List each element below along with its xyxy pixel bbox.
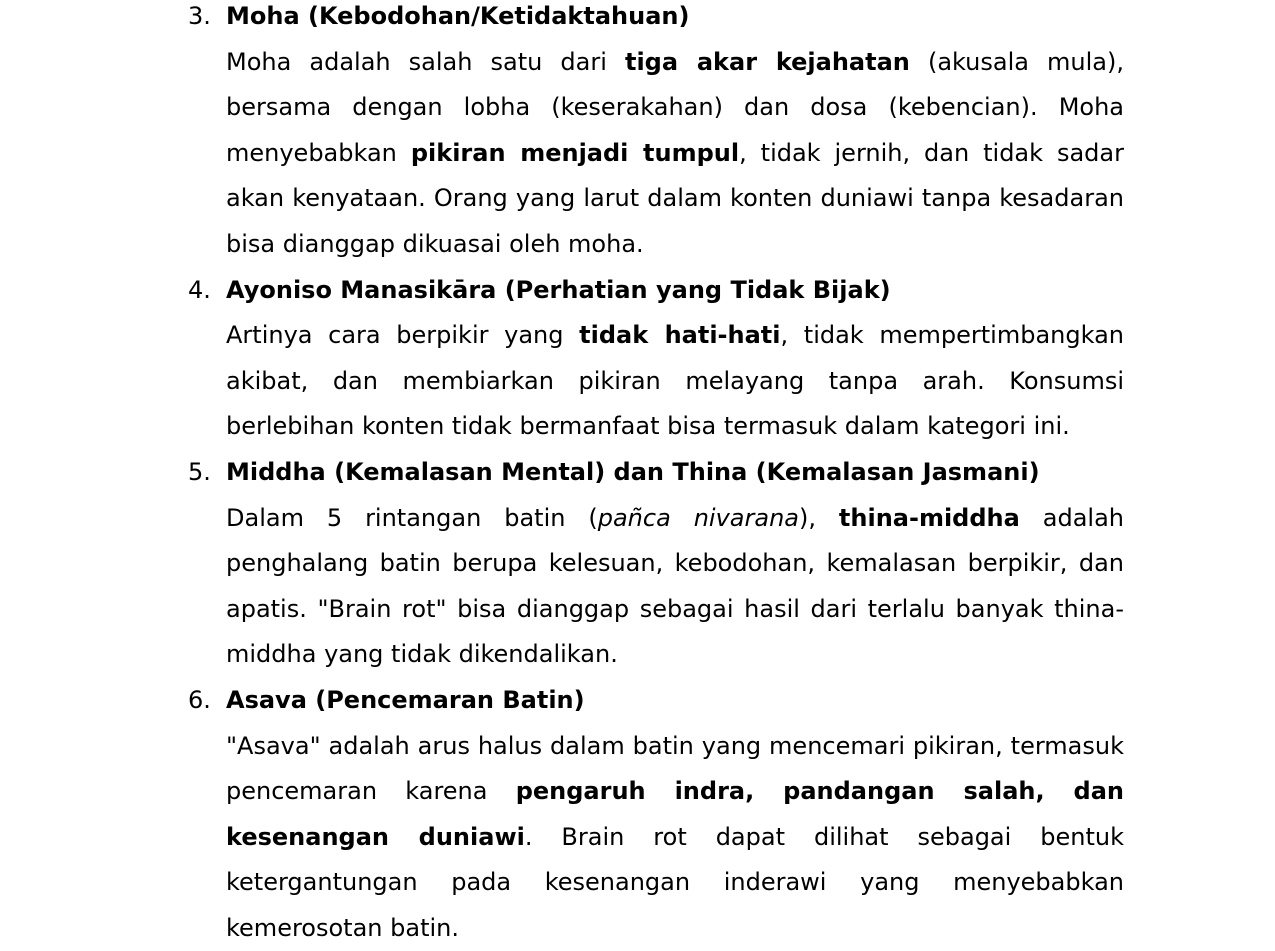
item-description	[226, 496, 1124, 678]
list-item-asava	[226, 678, 1124, 951]
item-description	[226, 313, 1124, 450]
item-description	[226, 724, 1124, 951]
list-item-moha	[226, 0, 1124, 268]
italic-text: pañca nivarana	[598, 504, 799, 532]
item-title: Moha (Kebodohan/Ketidaktahuan)	[226, 0, 1124, 40]
item-description	[226, 40, 1124, 268]
bold-text: tidak hati-hati	[579, 321, 780, 349]
list-item-thina-middha	[226, 450, 1124, 678]
list-number: 6.	[188, 678, 220, 724]
list-number: 3.	[188, 0, 220, 40]
text-run: Moha adalah salah satu dari	[226, 48, 625, 76]
bold-text: pikiran menjadi tumpul	[411, 139, 739, 167]
list-number: 5.	[188, 450, 220, 496]
text-run: ),	[799, 504, 839, 532]
text-run: , tidak mempertimbangkan akibat, dan membiarkan pikiran melayang tanpa arah. Konsumsi berlebihan konten tidak bermanfaat bisa termasuk dalam kategori ini.	[226, 321, 1124, 440]
list-item-ayoniso-manasikara	[226, 268, 1124, 450]
text-run: (akusala mula), bersama dengan lobha (keserakahan) dan dosa (kebencian). Moha menyebabkan	[226, 48, 1124, 167]
list-number: 4.	[188, 268, 220, 314]
text-run: "Asava" adalah arus halus dalam batin yang mencemari pikiran, termasuk pencemaran karena	[226, 732, 1124, 806]
text-run: , tidak jernih, dan tidak sadar akan kenyataan. Orang yang larut dalam konten duniawi tanpa kesadaran bisa dianggap dikuasai oleh moha.	[226, 139, 1124, 258]
text-run: Artinya cara berpikir yang	[226, 321, 579, 349]
text-run: Dalam 5 rintangan batin (	[226, 504, 598, 532]
text-run: adalah penghalang batin berupa kelesuan, kebodohan, kemalasan berpikir, dan apatis. "Brain rot" bisa dianggap sebagai hasil dari terlalu banyak thina-middha yang tidak dikendalikan.	[226, 504, 1124, 669]
bold-text: pengaruh indra, pandangan salah, dan kesenangan duniawi	[226, 777, 1124, 851]
text-run: . Brain rot dapat dilihat sebagai bentuk ketergantungan pada kesenangan inderawi yang menyebabkan kemerosotan batin.	[226, 823, 1124, 942]
item-title: Middha (Kemalasan Mental) dan Thina (Kemalasan Jasmani)	[226, 450, 1124, 496]
bold-text: thina-middha	[839, 504, 1020, 532]
item-title: Ayoniso Manasikāra (Perhatian yang Tidak Bijak)	[226, 268, 1124, 314]
item-title: Asava (Pencemaran Batin)	[226, 678, 1124, 724]
bold-text: tiga akar kejahatan	[625, 48, 910, 76]
